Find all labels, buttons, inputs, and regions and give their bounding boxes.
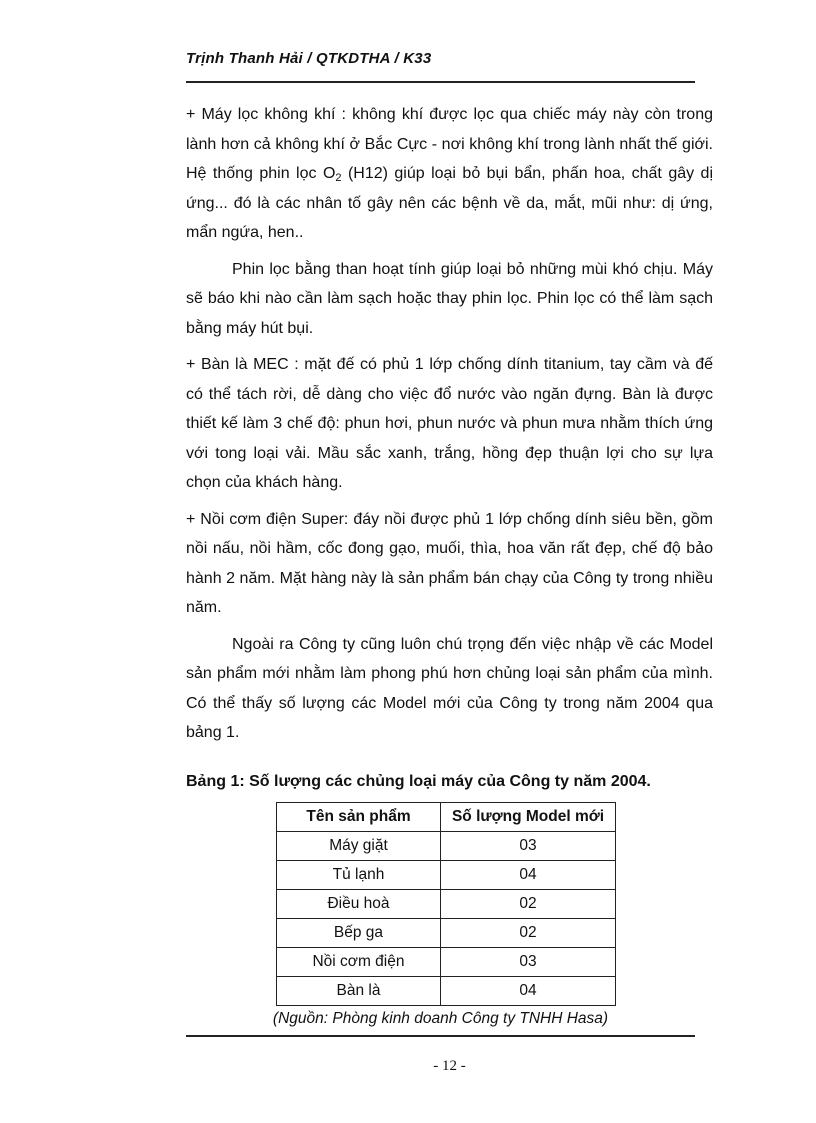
model-count-cell: 03 xyxy=(441,948,616,977)
paragraph-iron: + Bàn là MEC : mặt đế có phủ 1 lớp chống dính titanium, tay cầm và đế có thể tách rời, dễ dàng cho việc đổ nước vào ngăn đựng. Bàn là được thiết kế làm 3 chế độ: phun hơi, phun nước và phun mưa nhằm thích ứng với tong loại vải. Mầu sắc xanh, trắng, hồng đẹp thuận lợi cho sự lựa chọn của khách hàng. xyxy=(186,356,713,491)
model-count-cell: 03 xyxy=(441,832,616,861)
table-source: (Nguồn: Phòng kinh doanh Công ty TNHH Hasa) xyxy=(272,1010,609,1027)
product-name-cell: Nồi cơm điện xyxy=(277,948,441,977)
table-row xyxy=(277,861,616,890)
page-header: Trịnh Thanh Hải / QTKDTHA / K33 xyxy=(186,50,432,67)
column-header: Số lượng Model mới xyxy=(441,803,616,832)
models-table xyxy=(276,802,616,1006)
header-rule xyxy=(186,81,695,83)
column-header: Tên sản phẩm xyxy=(277,803,441,832)
table-caption: Bảng 1: Số lượng các chủng loại máy của Công ty năm 2004. xyxy=(186,773,651,790)
table-row xyxy=(277,977,616,1006)
product-name-cell: Bàn là xyxy=(277,977,441,1006)
paragraph-air-purifier: + Máy lọc không khí : không khí được lọc qua chiếc máy này còn trong lành hơn cả không khí ở Bắc Cực - nơi không khí trong lành nhất thế giới. Hệ thống phin lọc $O_2$ (H12) giúp loại bỏ bụi bẩn, phấn hoa, chất gây dị ứng... đó là các nhân tố gây nên các bệnh về da, mắt, mũi như: dị ứng, mẩn ngứa, hen.. xyxy=(186,106,714,241)
paragraph-carbon-filter: Phin lọc bằng than hoạt tính giúp loại bỏ những mùi khó chịu. Máy sẽ báo khi nào cần làm sạch hoặc thay phin lọc. Phin lọc có thể làm sạch bằng máy hút bụi. xyxy=(186,260,713,337)
product-name-cell: Tủ lạnh xyxy=(277,861,441,890)
table-row xyxy=(277,919,616,948)
table-row xyxy=(277,832,616,861)
footer-rule xyxy=(186,1035,695,1037)
table-header-row xyxy=(277,803,616,832)
model-count-cell: 04 xyxy=(441,977,616,1006)
table-row xyxy=(277,948,616,977)
table-row xyxy=(277,890,616,919)
body-text xyxy=(186,100,713,755)
model-count-cell: 02 xyxy=(441,919,616,948)
page-number: - 12 - xyxy=(433,1058,466,1074)
product-name-cell: Điều hoà xyxy=(277,890,441,919)
paragraph-rice-cooker: + Nồi cơm điện Super: đáy nồi được phủ 1 lớp chống dính siêu bền, gồm nồi nấu, nồi hầm, cốc đong gạo, muối, thìa, hoa văn rất đẹp, chế độ bảo hành 2 năm. Mặt hàng này là sản phẩm bán chạy của Công ty trong nhiều năm. xyxy=(186,510,713,616)
product-name-cell: Máy giặt xyxy=(277,832,441,861)
product-name-cell: Bếp ga xyxy=(277,919,441,948)
model-count-cell: 02 xyxy=(441,890,616,919)
paragraph-new-models: Ngoài ra Công ty cũng luôn chú trọng đến việc nhập về các Model sản phẩm mới nhằm làm phong phú hơn chủng loại sản phẩm của mình. Có thể thấy số lượng các Model mới của Công ty trong năm 2004 qua bảng 1. xyxy=(186,635,713,741)
model-count-cell: 04 xyxy=(441,861,616,890)
